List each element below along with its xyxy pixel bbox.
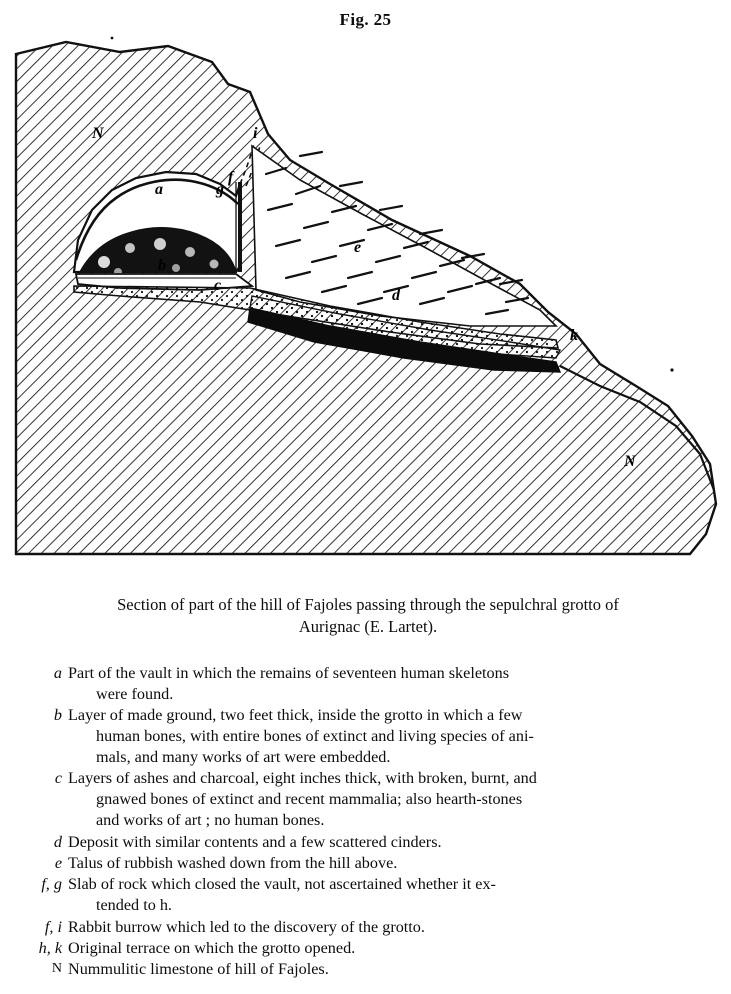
legend-text bbox=[68, 663, 710, 705]
legend-item bbox=[28, 768, 710, 831]
diagram-label-f: f bbox=[228, 169, 234, 186]
diagram-label-k: k bbox=[570, 327, 578, 344]
caption-line-2: Aurignac (E. Lartet). bbox=[298, 616, 438, 636]
legend-item bbox=[28, 874, 710, 916]
legend-key: e bbox=[54, 854, 62, 873]
legend-line: Original terrace on which the grotto opened. bbox=[68, 939, 356, 958]
legend-key: h, k bbox=[38, 939, 62, 958]
legend-line: Talus of rubbish washed down from the hill above. bbox=[68, 854, 398, 873]
caption-line-1: Section of part of the hill of Fajoles passing through the sepulchral grotto of bbox=[117, 595, 619, 614]
diagram-label-N-lower: N bbox=[624, 453, 636, 470]
figure-caption bbox=[18, 594, 718, 638]
legend-item bbox=[28, 959, 710, 980]
legend-item bbox=[28, 853, 710, 874]
legend-line: Layer of made ground, two feet thick, inside the grotto in which a few bbox=[68, 706, 523, 725]
legend-line-cont: gnawed bones of extinct and recent mammalia; also hearth-stones bbox=[96, 790, 523, 809]
legend-item bbox=[28, 663, 710, 705]
legend-line-cont: and works of art ; no human bones. bbox=[96, 811, 325, 830]
legend-text bbox=[68, 832, 710, 853]
legend-line-cont: mals, and many works of art were embedded. bbox=[96, 748, 391, 767]
legend-key: f, i bbox=[44, 917, 62, 936]
diagram-label-b: b bbox=[158, 257, 166, 274]
diagram-label-a: a bbox=[155, 181, 163, 198]
closing-slab-fg bbox=[236, 182, 240, 272]
legend-text bbox=[68, 705, 710, 768]
legend-item bbox=[28, 938, 710, 959]
legend-key: c bbox=[54, 769, 62, 788]
legend-text bbox=[68, 959, 710, 980]
legend-line: Rabbit burrow which led to the discovery of the grotto. bbox=[68, 917, 425, 936]
diagram-label-g: g bbox=[216, 181, 224, 198]
legend-text bbox=[68, 768, 710, 831]
legend-line: Nummulitic limestone of hill of Fajoles. bbox=[68, 960, 329, 979]
legend-line: Deposit with similar contents and a few scattered cinders. bbox=[68, 832, 442, 851]
legend-key: a bbox=[53, 664, 62, 682]
legend-text bbox=[68, 917, 710, 938]
legend-line-cont: were found. bbox=[96, 684, 174, 703]
legend-line: Layers of ashes and charcoal, eight inches thick, with broken, burnt, and bbox=[68, 769, 537, 788]
legend-item bbox=[28, 917, 710, 938]
diagram-label-e: e bbox=[354, 239, 362, 256]
diagram-label-d: d bbox=[392, 287, 400, 304]
legend-line-cont: human bones, with entire bones of extinct and living species of ani- bbox=[96, 727, 534, 746]
legend-item bbox=[28, 832, 710, 853]
legend-key: b bbox=[53, 706, 62, 725]
legend-key: f, g bbox=[41, 875, 62, 894]
legend-text bbox=[68, 938, 710, 959]
diagram-label-N-upper: N bbox=[92, 125, 104, 142]
legend-line: Part of the vault in which the remains of seventeen human skeletons bbox=[68, 664, 509, 682]
legend-key: d bbox=[53, 832, 62, 851]
diagram-label-c: c bbox=[214, 277, 222, 294]
legend-line: Slab of rock which closed the vault, not ascertained whether it ex- bbox=[68, 875, 496, 894]
legend-key: N bbox=[51, 961, 62, 977]
figure-svg bbox=[0, 34, 731, 574]
legend-text bbox=[68, 853, 710, 874]
figure-number: Fig. 25 bbox=[339, 10, 392, 29]
legend-text bbox=[68, 874, 710, 916]
legend-item bbox=[28, 705, 710, 768]
figure-legend bbox=[28, 663, 710, 981]
geological-section-figure bbox=[0, 34, 731, 574]
diagram-label-i: i bbox=[253, 125, 258, 142]
legend-line-cont: tended to h. bbox=[96, 896, 172, 915]
